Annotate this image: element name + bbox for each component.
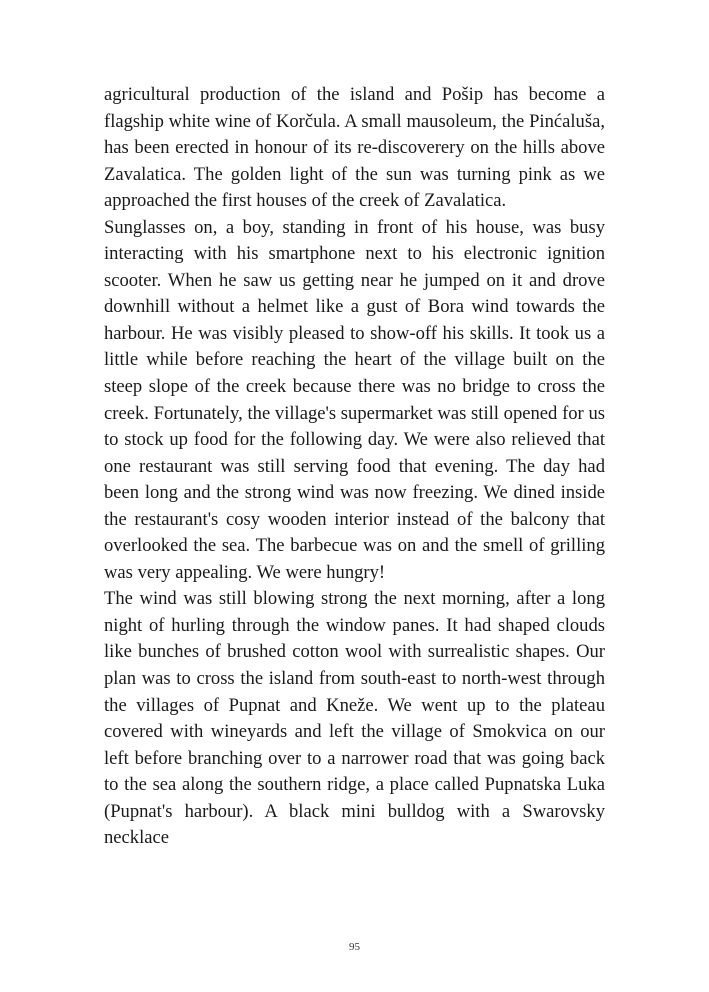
page-number: 95: [349, 941, 360, 953]
paragraph-1: agricultural production of the island and Pošip has become a flagship white wine of Korčula. A small mausoleum, the Pinćaluša, has been erected in honour of its re-discoverery on the hills above Zavalatica. The golden light of the sun was turning pink as we approached the first houses of the creek of Zavalatica.: [104, 84, 605, 212]
paragraph-2: Sunglasses on, a boy, standing in front of his house, was busy interacting with his smartphone next to his electronic ignition scooter. When he saw us getting near he jumped on it and drove downhill without a helmet like a gust of Bora wind towards the harbour. He was visibly pleased to show-off his skills. It took us a little while before reaching the heart of the village built on the steep slope of the creek because there was no bridge to cross the creek. Fortunately, the village's supermarket was still opened for us to stock up food for the following day. We were also relieved that one restaurant was still serving food that evening. The day had been long and the strong wind was now freezing. We dined inside the restaurant's cosy wooden interior instead of the balcony that overlooked the sea. The barbecue was on and the smell of grilling was very appealing. We were hungry!: [104, 216, 605, 583]
paragraph-3: The wind was still blowing strong the next morning, after a long night of hurling through the window panes. It had shaped clouds like bunches of brushed cotton wool with surrealistic shapes. Our plan was to cross the island from south-east to north-west through the villages of Pupnat and Kneže. We went up to the plateau covered with wineyards and left the village of Smokvica on our left before branching over to a narrower road that was going back to the sea along the southern ridge, a place called Pupnatska Luka (Pupnat's harbour). A black mini bulldog with a Swarovsky necklace: [104, 588, 605, 849]
body-text: [104, 82, 605, 852]
